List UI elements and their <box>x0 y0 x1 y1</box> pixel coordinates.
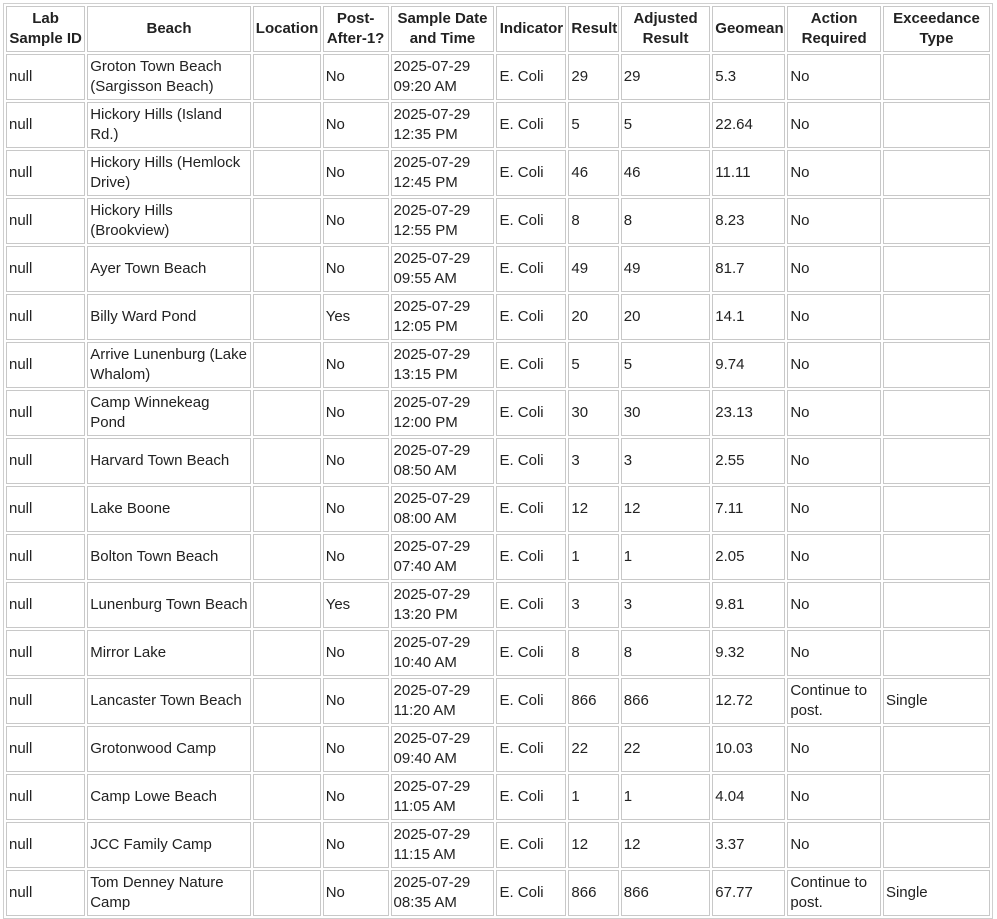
cell-adjusted-result: 12 <box>621 486 711 532</box>
cell-location <box>253 630 321 676</box>
cell-geomean: 9.81 <box>712 582 785 628</box>
cell-lab-sample-id: null <box>6 438 85 484</box>
column-header-result: Result <box>568 6 618 52</box>
cell-post-after-1: No <box>323 198 389 244</box>
cell-geomean: 12.72 <box>712 678 785 724</box>
cell-indicator: E. Coli <box>496 294 566 340</box>
cell-action-required: No <box>787 630 881 676</box>
cell-lab-sample-id: null <box>6 534 85 580</box>
cell-post-after-1: No <box>323 774 389 820</box>
cell-action-required: No <box>787 726 881 772</box>
cell-beach: Lake Boone <box>87 486 251 532</box>
cell-geomean: 2.05 <box>712 534 785 580</box>
cell-location <box>253 390 321 436</box>
cell-geomean: 9.74 <box>712 342 785 388</box>
table-row <box>6 822 990 868</box>
cell-lab-sample-id: null <box>6 870 85 916</box>
cell-location <box>253 726 321 772</box>
cell-result: 30 <box>568 390 618 436</box>
cell-adjusted-result: 3 <box>621 582 711 628</box>
cell-lab-sample-id: null <box>6 630 85 676</box>
column-header-beach: Beach <box>87 6 251 52</box>
cell-sample-date-and-time: 2025-07-29 11:15 AM <box>391 822 495 868</box>
cell-lab-sample-id: null <box>6 54 85 100</box>
cell-result: 12 <box>568 822 618 868</box>
table-row <box>6 438 990 484</box>
cell-lab-sample-id: null <box>6 102 85 148</box>
cell-result: 8 <box>568 198 618 244</box>
cell-action-required: No <box>787 342 881 388</box>
cell-beach: Hickory Hills (Brookview) <box>87 198 251 244</box>
cell-beach: Ayer Town Beach <box>87 246 251 292</box>
cell-adjusted-result: 5 <box>621 342 711 388</box>
cell-action-required: No <box>787 390 881 436</box>
cell-result: 22 <box>568 726 618 772</box>
cell-exceedance-type <box>883 822 990 868</box>
cell-exceedance-type <box>883 774 990 820</box>
cell-post-after-1: No <box>323 486 389 532</box>
cell-beach: Harvard Town Beach <box>87 438 251 484</box>
table-row <box>6 246 990 292</box>
table-row <box>6 726 990 772</box>
cell-beach: Bolton Town Beach <box>87 534 251 580</box>
cell-post-after-1: No <box>323 822 389 868</box>
cell-indicator: E. Coli <box>496 390 566 436</box>
cell-sample-date-and-time: 2025-07-29 07:40 AM <box>391 534 495 580</box>
cell-beach: Lunenburg Town Beach <box>87 582 251 628</box>
cell-post-after-1: No <box>323 438 389 484</box>
cell-exceedance-type <box>883 246 990 292</box>
cell-indicator: E. Coli <box>496 582 566 628</box>
cell-beach: JCC Family Camp <box>87 822 251 868</box>
cell-beach: Tom Denney Nature Camp <box>87 870 251 916</box>
table-row <box>6 342 990 388</box>
cell-location <box>253 342 321 388</box>
cell-indicator: E. Coli <box>496 630 566 676</box>
cell-beach: Hickory Hills (Hemlock Drive) <box>87 150 251 196</box>
cell-location <box>253 198 321 244</box>
cell-sample-date-and-time: 2025-07-29 11:20 AM <box>391 678 495 724</box>
cell-result: 866 <box>568 870 618 916</box>
cell-adjusted-result: 49 <box>621 246 711 292</box>
cell-result: 8 <box>568 630 618 676</box>
column-header-sample-date-and-time: Sample Date and Time <box>391 6 495 52</box>
cell-location <box>253 582 321 628</box>
cell-geomean: 9.32 <box>712 630 785 676</box>
cell-sample-date-and-time: 2025-07-29 12:55 PM <box>391 198 495 244</box>
cell-action-required: No <box>787 54 881 100</box>
table-row <box>6 390 990 436</box>
cell-indicator: E. Coli <box>496 774 566 820</box>
cell-beach: Grotonwood Camp <box>87 726 251 772</box>
cell-adjusted-result: 12 <box>621 822 711 868</box>
cell-exceedance-type: Single <box>883 870 990 916</box>
column-header-lab-sample-id: Lab Sample ID <box>6 6 85 52</box>
cell-action-required: Continue to post. <box>787 678 881 724</box>
cell-result: 46 <box>568 150 618 196</box>
beach-sample-results-table <box>3 3 993 919</box>
cell-result: 12 <box>568 486 618 532</box>
cell-result: 3 <box>568 438 618 484</box>
table-row <box>6 198 990 244</box>
cell-adjusted-result: 3 <box>621 438 711 484</box>
cell-geomean: 14.1 <box>712 294 785 340</box>
cell-action-required: No <box>787 774 881 820</box>
cell-geomean: 2.55 <box>712 438 785 484</box>
table-row <box>6 150 990 196</box>
cell-result: 20 <box>568 294 618 340</box>
cell-indicator: E. Coli <box>496 54 566 100</box>
column-header-exceedance-type: Exceedance Type <box>883 6 990 52</box>
column-header-action-required: Action Required <box>787 6 881 52</box>
cell-geomean: 7.11 <box>712 486 785 532</box>
cell-result: 5 <box>568 342 618 388</box>
cell-lab-sample-id: null <box>6 486 85 532</box>
cell-beach: Lancaster Town Beach <box>87 678 251 724</box>
cell-indicator: E. Coli <box>496 102 566 148</box>
cell-location <box>253 486 321 532</box>
cell-adjusted-result: 8 <box>621 630 711 676</box>
cell-sample-date-and-time: 2025-07-29 13:20 PM <box>391 582 495 628</box>
cell-geomean: 8.23 <box>712 198 785 244</box>
column-header-geomean: Geomean <box>712 6 785 52</box>
cell-lab-sample-id: null <box>6 198 85 244</box>
cell-adjusted-result: 8 <box>621 198 711 244</box>
cell-post-after-1: No <box>323 150 389 196</box>
cell-action-required: No <box>787 294 881 340</box>
cell-exceedance-type <box>883 534 990 580</box>
cell-action-required: No <box>787 534 881 580</box>
cell-post-after-1: Yes <box>323 294 389 340</box>
cell-sample-date-and-time: 2025-07-29 12:05 PM <box>391 294 495 340</box>
cell-exceedance-type <box>883 390 990 436</box>
cell-post-after-1: No <box>323 726 389 772</box>
cell-post-after-1: No <box>323 534 389 580</box>
cell-sample-date-and-time: 2025-07-29 13:15 PM <box>391 342 495 388</box>
cell-sample-date-and-time: 2025-07-29 08:50 AM <box>391 438 495 484</box>
table-row <box>6 54 990 100</box>
cell-lab-sample-id: null <box>6 678 85 724</box>
cell-indicator: E. Coli <box>496 438 566 484</box>
cell-beach: Camp Lowe Beach <box>87 774 251 820</box>
cell-result: 1 <box>568 774 618 820</box>
cell-location <box>253 246 321 292</box>
cell-lab-sample-id: null <box>6 390 85 436</box>
cell-post-after-1: Yes <box>323 582 389 628</box>
cell-indicator: E. Coli <box>496 246 566 292</box>
cell-beach: Arrive Lunenburg (Lake Whalom) <box>87 342 251 388</box>
cell-lab-sample-id: null <box>6 726 85 772</box>
table-row <box>6 678 990 724</box>
cell-location <box>253 294 321 340</box>
cell-exceedance-type <box>883 150 990 196</box>
cell-geomean: 4.04 <box>712 774 785 820</box>
table-row <box>6 630 990 676</box>
cell-indicator: E. Coli <box>496 342 566 388</box>
cell-beach: Groton Town Beach (Sargisson Beach) <box>87 54 251 100</box>
cell-result: 866 <box>568 678 618 724</box>
cell-action-required: No <box>787 102 881 148</box>
cell-location <box>253 534 321 580</box>
cell-adjusted-result: 866 <box>621 678 711 724</box>
cell-lab-sample-id: null <box>6 822 85 868</box>
cell-location <box>253 102 321 148</box>
cell-exceedance-type <box>883 438 990 484</box>
cell-adjusted-result: 866 <box>621 870 711 916</box>
cell-location <box>253 678 321 724</box>
cell-geomean: 23.13 <box>712 390 785 436</box>
cell-post-after-1: No <box>323 870 389 916</box>
cell-result: 49 <box>568 246 618 292</box>
cell-indicator: E. Coli <box>496 198 566 244</box>
cell-result: 1 <box>568 534 618 580</box>
cell-exceedance-type <box>883 486 990 532</box>
cell-result: 3 <box>568 582 618 628</box>
cell-exceedance-type <box>883 54 990 100</box>
cell-geomean: 22.64 <box>712 102 785 148</box>
table-row <box>6 294 990 340</box>
column-header-indicator: Indicator <box>496 6 566 52</box>
cell-action-required: No <box>787 582 881 628</box>
cell-location <box>253 870 321 916</box>
cell-result: 5 <box>568 102 618 148</box>
cell-sample-date-and-time: 2025-07-29 11:05 AM <box>391 774 495 820</box>
cell-geomean: 81.7 <box>712 246 785 292</box>
cell-adjusted-result: 22 <box>621 726 711 772</box>
cell-geomean: 10.03 <box>712 726 785 772</box>
cell-exceedance-type: Single <box>883 678 990 724</box>
cell-adjusted-result: 30 <box>621 390 711 436</box>
cell-beach: Mirror Lake <box>87 630 251 676</box>
cell-adjusted-result: 46 <box>621 150 711 196</box>
cell-adjusted-result: 20 <box>621 294 711 340</box>
cell-adjusted-result: 1 <box>621 774 711 820</box>
cell-location <box>253 774 321 820</box>
cell-indicator: E. Coli <box>496 486 566 532</box>
cell-exceedance-type <box>883 294 990 340</box>
table-row <box>6 102 990 148</box>
cell-location <box>253 438 321 484</box>
cell-result: 29 <box>568 54 618 100</box>
cell-sample-date-and-time: 2025-07-29 12:45 PM <box>391 150 495 196</box>
cell-location <box>253 150 321 196</box>
cell-geomean: 5.3 <box>712 54 785 100</box>
cell-post-after-1: No <box>323 390 389 436</box>
cell-post-after-1: No <box>323 630 389 676</box>
cell-adjusted-result: 29 <box>621 54 711 100</box>
table-row <box>6 582 990 628</box>
cell-action-required: No <box>787 246 881 292</box>
cell-location <box>253 822 321 868</box>
cell-post-after-1: No <box>323 54 389 100</box>
table-body <box>6 54 990 916</box>
cell-indicator: E. Coli <box>496 150 566 196</box>
column-header-post-after-1: Post-After-1? <box>323 6 389 52</box>
cell-action-required: No <box>787 486 881 532</box>
cell-exceedance-type <box>883 342 990 388</box>
cell-exceedance-type <box>883 726 990 772</box>
cell-sample-date-and-time: 2025-07-29 12:35 PM <box>391 102 495 148</box>
cell-geomean: 11.11 <box>712 150 785 196</box>
cell-lab-sample-id: null <box>6 582 85 628</box>
cell-exceedance-type <box>883 102 990 148</box>
cell-exceedance-type <box>883 198 990 244</box>
cell-sample-date-and-time: 2025-07-29 12:00 PM <box>391 390 495 436</box>
cell-geomean: 67.77 <box>712 870 785 916</box>
cell-lab-sample-id: null <box>6 150 85 196</box>
cell-indicator: E. Coli <box>496 726 566 772</box>
header-row <box>6 6 990 52</box>
cell-beach: Camp Winnekeag Pond <box>87 390 251 436</box>
cell-sample-date-and-time: 2025-07-29 09:20 AM <box>391 54 495 100</box>
cell-post-after-1: No <box>323 102 389 148</box>
cell-adjusted-result: 5 <box>621 102 711 148</box>
cell-indicator: E. Coli <box>496 870 566 916</box>
table-row <box>6 870 990 916</box>
cell-indicator: E. Coli <box>496 534 566 580</box>
cell-lab-sample-id: null <box>6 294 85 340</box>
cell-lab-sample-id: null <box>6 246 85 292</box>
cell-beach: Billy Ward Pond <box>87 294 251 340</box>
cell-lab-sample-id: null <box>6 342 85 388</box>
cell-post-after-1: No <box>323 246 389 292</box>
cell-action-required: Continue to post. <box>787 870 881 916</box>
table-row <box>6 486 990 532</box>
cell-geomean: 3.37 <box>712 822 785 868</box>
cell-action-required: No <box>787 198 881 244</box>
cell-action-required: No <box>787 438 881 484</box>
cell-exceedance-type <box>883 630 990 676</box>
table-row <box>6 774 990 820</box>
cell-sample-date-and-time: 2025-07-29 08:00 AM <box>391 486 495 532</box>
cell-exceedance-type <box>883 582 990 628</box>
cell-sample-date-and-time: 2025-07-29 08:35 AM <box>391 870 495 916</box>
cell-beach: Hickory Hills (Island Rd.) <box>87 102 251 148</box>
cell-indicator: E. Coli <box>496 822 566 868</box>
column-header-location: Location <box>253 6 321 52</box>
cell-location <box>253 54 321 100</box>
cell-action-required: No <box>787 150 881 196</box>
cell-lab-sample-id: null <box>6 774 85 820</box>
cell-post-after-1: No <box>323 342 389 388</box>
table-row <box>6 534 990 580</box>
cell-post-after-1: No <box>323 678 389 724</box>
cell-indicator: E. Coli <box>496 678 566 724</box>
column-header-adjusted-result: Adjusted Result <box>621 6 711 52</box>
cell-sample-date-and-time: 2025-07-29 10:40 AM <box>391 630 495 676</box>
cell-action-required: No <box>787 822 881 868</box>
cell-sample-date-and-time: 2025-07-29 09:55 AM <box>391 246 495 292</box>
cell-adjusted-result: 1 <box>621 534 711 580</box>
cell-sample-date-and-time: 2025-07-29 09:40 AM <box>391 726 495 772</box>
